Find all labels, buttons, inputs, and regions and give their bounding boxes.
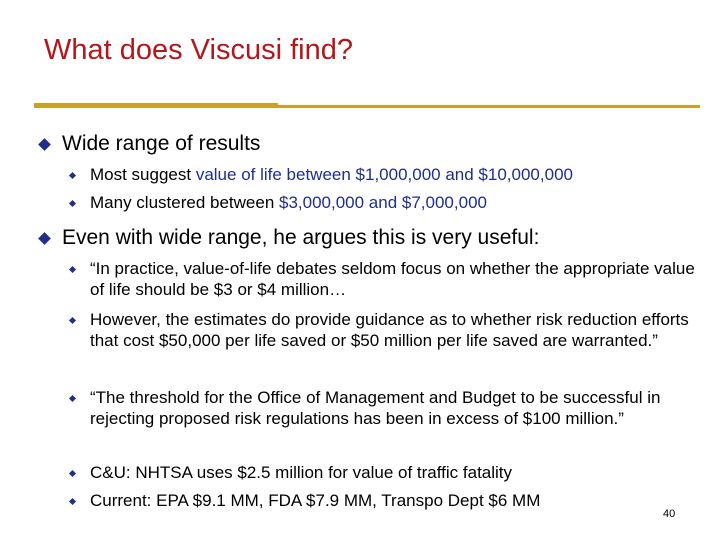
bullet-wide-range [38, 132, 260, 156]
sub-bullet-many-clustered [70, 193, 710, 214]
diamond-bullet-icon [38, 138, 51, 151]
sub-bullet-estimates-guidance [70, 310, 710, 373]
diamond-bullet-icon [69, 470, 76, 477]
sub-bullet-highlight: $3,000,000 and $7,000,000 [279, 193, 487, 212]
sub-bullet-omb-threshold [70, 388, 710, 451]
diamond-bullet-icon [38, 232, 51, 245]
page-number: 40 [663, 508, 676, 520]
diamond-bullet-icon [69, 317, 76, 324]
bullet-text: Even with wide range, he argues this is very useful: [62, 226, 540, 249]
sub-bullet-prefix: Many clustered between [90, 193, 279, 212]
diamond-bullet-icon [69, 200, 76, 207]
sub-bullet-text: “In practice, value-of-life debates seldom focus on whether the appropriate value of life should be $3 or $4 million… [90, 259, 695, 299]
sub-bullet-prefix: Most suggest [90, 165, 196, 184]
sub-bullet-text: C&U: NHTSA uses $2.5 million for value of traffic fatality [90, 463, 513, 482]
bullet-text: Wide range of results [62, 132, 261, 155]
sub-bullet-text: Current: EPA $9.1 MM, FDA $7.9 MM, Transpo Dept $6 MM [90, 491, 541, 510]
sub-bullet-nhtsa [70, 463, 710, 484]
bullet-even-with-wide-range [38, 226, 539, 250]
diamond-bullet-icon [69, 395, 76, 402]
sub-bullet-current-values [70, 491, 710, 512]
diamond-bullet-icon [69, 266, 76, 273]
diamond-bullet-icon [69, 498, 76, 505]
sub-bullet-quote-practice [70, 259, 710, 301]
sub-bullet-text: However, the estimates do provide guidance as to whether risk reduction efforts that cost $50,000 per life saved or $50 million per life saved are warranted.” [90, 310, 689, 350]
slide-title: What does Viscusi find? [44, 34, 353, 66]
sub-bullet-text: “The threshold for the Office of Management and Budget to be successful in rejecting proposed risk regulations has been in excess of $100 million.” [90, 388, 661, 428]
diamond-bullet-icon [69, 172, 76, 179]
sub-bullet-highlight: value of life between $1,000,000 and $10,000,000 [195, 165, 573, 184]
title-rule [34, 105, 700, 108]
sub-bullet-most-suggest [70, 165, 710, 186]
